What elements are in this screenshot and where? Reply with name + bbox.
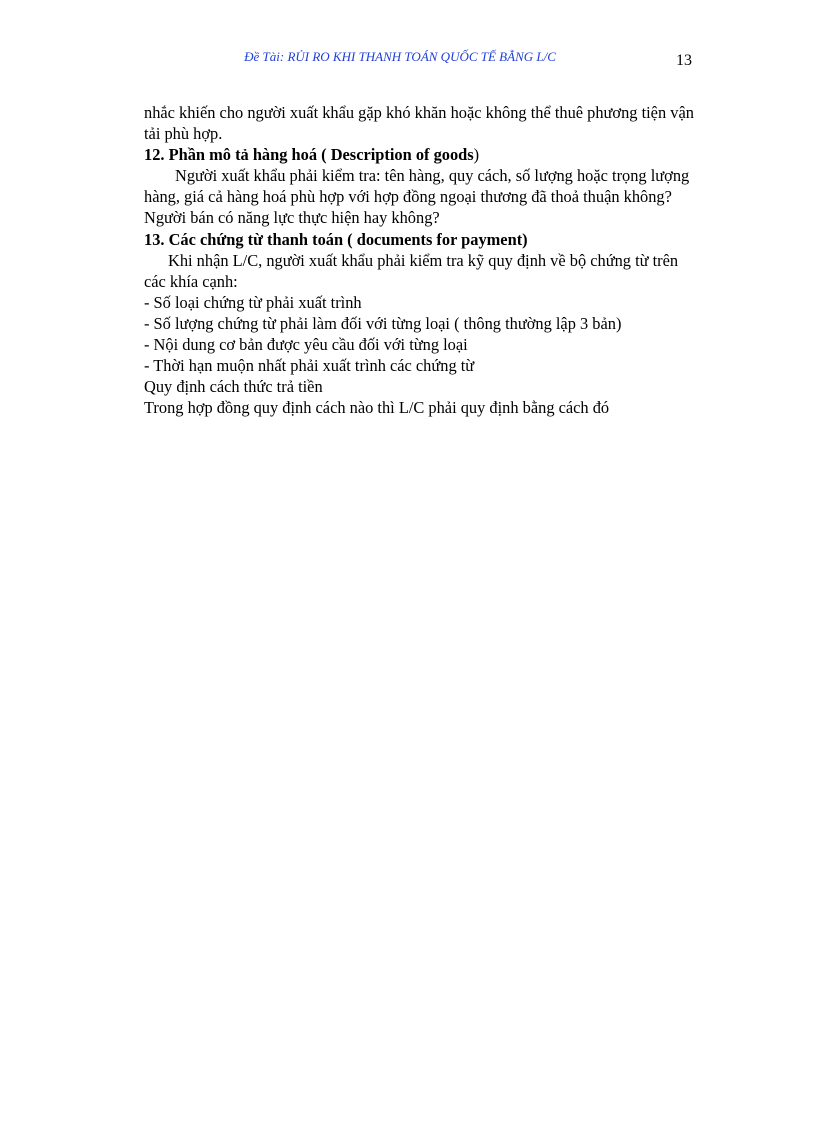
header-title: Đề Tài: RỦI RO KHI THANH TOÁN QUỐC TẾ BẰNG L/C xyxy=(244,49,556,64)
paragraph-line: Người xuất khẩu phải kiểm tra: tên hàng, quy cách, số lượng hoặc trọng lượng xyxy=(175,166,690,186)
body-text xyxy=(144,102,744,418)
paragraph-line: Trong hợp đồng quy định cách nào thì L/C phải quy định bằng cách đó xyxy=(144,398,610,418)
paragraph-line: nhắc khiến cho người xuất khẩu gặp khó khăn hoặc không thể thuê phương tiện vận xyxy=(144,103,694,122)
list-item: - Số lượng chứng từ phải làm đối với từng loại ( thông thường lập 3 bản) xyxy=(144,313,622,333)
paragraph-line: Người bán có năng lực thực hiện hay không? xyxy=(144,208,440,228)
paragraph-line: các khía cạnh: xyxy=(144,271,238,291)
paragraph-line: Khi nhận L/C, người xuất khẩu phải kiểm tra kỹ quy định về bộ chứng từ trên xyxy=(168,250,679,270)
page-number: 13 xyxy=(676,52,692,69)
list-item: - Số loại chứng từ phải xuất trình xyxy=(144,292,362,312)
list-item: - Nội dung cơ bản được yêu cầu đối với từng loại xyxy=(144,335,468,355)
list-item: - Thời hạn muộn nhất phải xuất trình các chứng từ xyxy=(144,356,475,376)
paragraph-line: hàng, giá cả hàng hoá phù hợp với hợp đồng ngoại thương đã thoả thuận không? xyxy=(144,187,672,207)
section-heading-13: 13. Các chứng từ thanh toán ( documents for payment) xyxy=(144,229,528,249)
section-heading-12-tail: ) xyxy=(473,145,480,165)
section-heading-12 xyxy=(144,144,744,165)
section-heading-12-text: 12. Phần mô tả hàng hoá ( Description of goods xyxy=(144,145,474,165)
paragraph-line: Quy định cách thức trả tiền xyxy=(144,377,323,397)
paragraph-line: tải phù hợp. xyxy=(144,124,223,144)
